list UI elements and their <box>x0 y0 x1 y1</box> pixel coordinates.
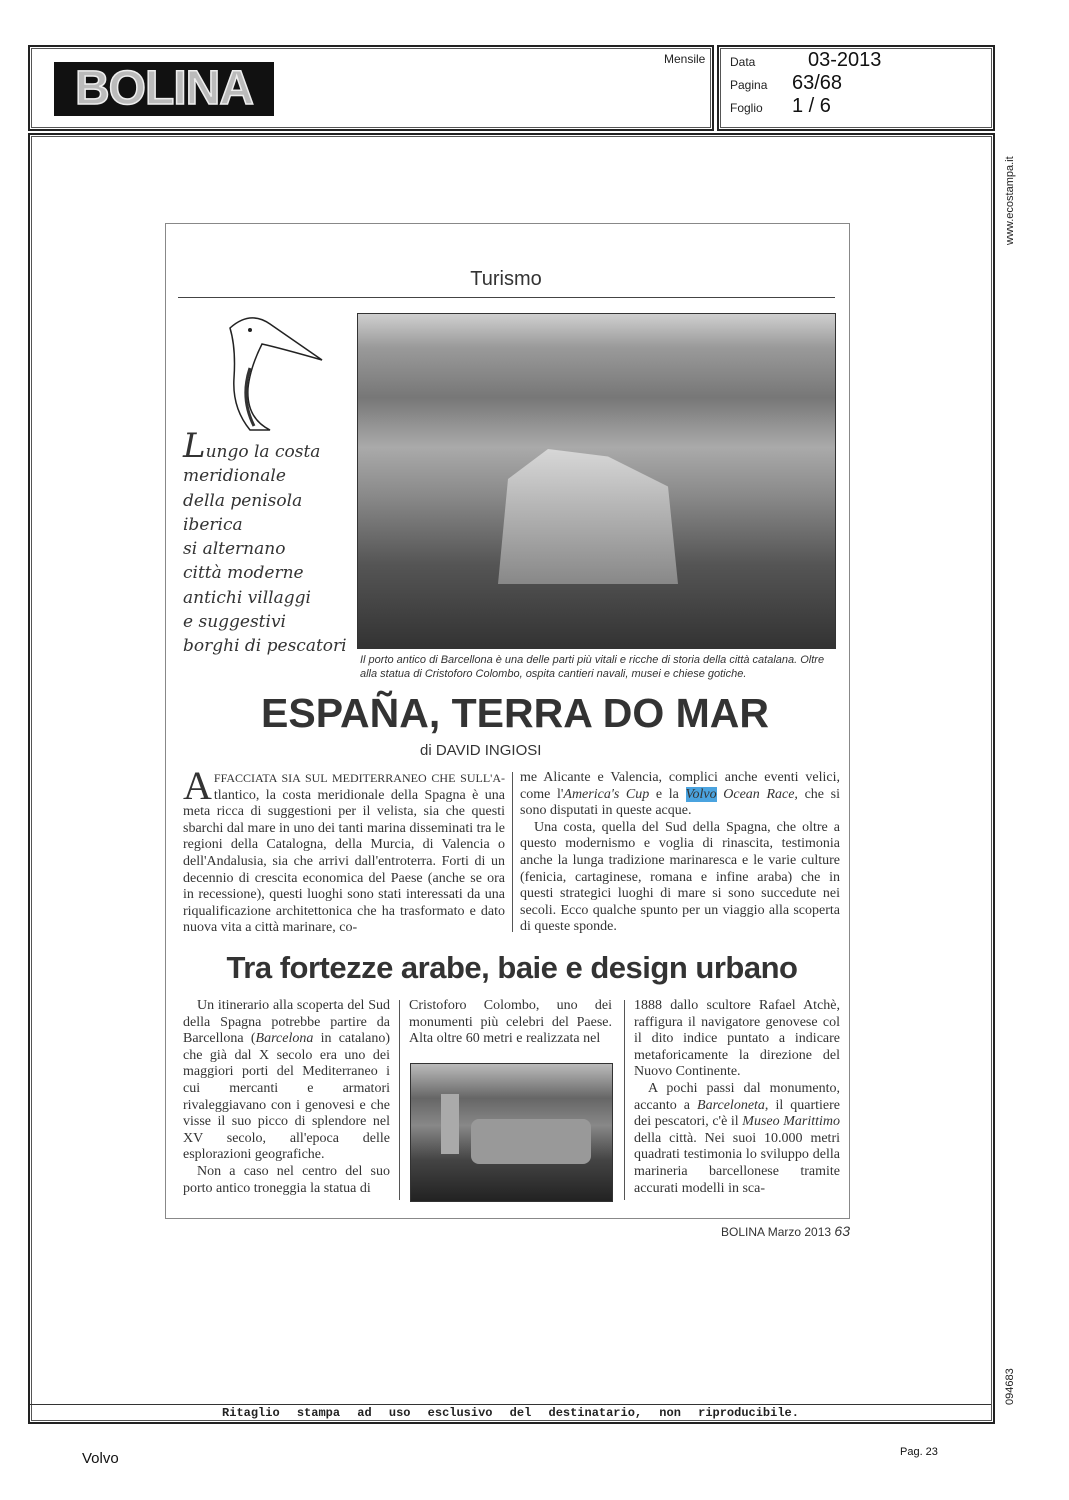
body-column-2: Cristoforo Colombo, uno dei monumenti più celebri del Paese. Alta oltre 60 metri e realizzata nel <box>409 998 612 1047</box>
website-vertical: www.ecostampa.it <box>1004 156 1016 245</box>
body-column-1: Un itinerario alla scoperta del Sud della Spagna potrebbe partire da Barcellona (Barcelona in catalano) che già dal X secolo era uno dei maggiori porti del Mediterraneo i cui mercanti e armatori rivaleggiavano con i genovesi e che visse il suo picco di splendore nel XV secolo, all'epoca delle esplorazioni geografiche. Non a caso nel centro del suo porto antico troneggia la statua di <box>183 998 390 1196</box>
quote-initial: L <box>183 426 206 466</box>
foglio-label: Foglio <box>730 101 763 115</box>
article-title: ESPAÑA, TERRA DO MAR <box>261 690 769 736</box>
intro-column-1: AFFACCIATA SIA SUL MEDITERRANEO CHE SULL'A-tlantico, la costa meridionale della Spagna è una meta ricca di suggestioni per il velista, sia che questi sbarchi dal mare in uno dei tanti marina disseminati tra le regioni della Catalogna, della Murcia, di Valencia o dell'Andalusia, sia che arrivi dall'entroterra. Forti di un decennio di crescita economica del Paese (anche se ora in recessione), questi luoghi sono stati interessati da una riqualificazione architettonica che ha trasformato e dato nuova vita a città marinare, co- <box>183 763 505 936</box>
foglio-value: 1 / 6 <box>792 95 831 117</box>
section-rule <box>178 297 835 298</box>
drop-cap: A <box>183 763 212 808</box>
pagina-label: Pagina <box>730 78 768 92</box>
photo-caption: Il porto antico di Barcellona è una delle parti più vitali e ricche di storia della città catalana. Oltre alla statua di Cristoforo Colombo, ospita cantieri navali, musei e chiese gotiche. <box>360 654 825 680</box>
pull-quote: Lungo la costa meridionale della penisola iberica si alternano città moderne antichi villaggi e suggestivi borghi di pescatori <box>183 426 347 657</box>
section-title: Turismo <box>470 268 542 290</box>
frame-bottom-rule <box>30 1404 991 1405</box>
code-vertical: 094683 <box>1004 1368 1016 1405</box>
data-value: 03-2013 <box>808 49 882 71</box>
pagina-value: 63/68 <box>792 72 843 94</box>
body-column-3: 1888 dallo scultore Rafael Atchè, raffigura il navigatore genovese col il dito indice puntato a indicare metaforicamente la direzione del Nuovo Continente. A pochi passi dal monumento, accanto a Barceloneta, il quartiere dei pescatori, c'è il Museo Marittimo della città. Nei suoi 10.000 metri quadrati testimonia lo sviluppo della marineria barcellonese tramite accurati modelli in sca- <box>634 998 840 1196</box>
page-number: Pag. 23 <box>900 1446 938 1458</box>
pelican-illustration <box>210 308 330 433</box>
periodicity: Mensile <box>664 52 706 66</box>
intro-column-2: me Alicante e Valencia, complici anche eventi velici, come l'America's Cup e la Volvo Ocean Race, che si sono disputati in queste acque. Una costa, quella del Sud della Spagna, che oltre a questo modernismo e voglia di rinascita, testimonia anche la lunga tradizione marinaresca e le varie culture (fenicia, cartaginese, romana e infine araba) che in questi strategici luoghi di mare si sono succedute nei secoli. Ecco qualche spunto per un viaggio alla scoperta di queste sponde. <box>520 770 840 935</box>
article-subtitle: Tra fortezze arabe, baie e design urbano <box>226 950 798 985</box>
byline: di DAVID INGIOSI <box>420 742 542 759</box>
bolina-logo: BOLINA <box>54 62 274 116</box>
column-divider <box>624 1000 625 1200</box>
column-divider <box>512 772 513 932</box>
column-divider <box>399 1000 400 1200</box>
keyword-label: Volvo <box>82 1450 119 1467</box>
barcelona-port-photo <box>357 313 836 649</box>
page-footer: BOLINA Marzo 2013 63 <box>721 1223 850 1239</box>
castle-photo <box>410 1063 613 1202</box>
highlighted-keyword: Volvo <box>685 786 717 802</box>
disclaimer: Ritaglio stampa ad uso esclusivo del destinatario, non riproducibile. <box>222 1406 799 1420</box>
data-label: Data <box>730 55 756 69</box>
